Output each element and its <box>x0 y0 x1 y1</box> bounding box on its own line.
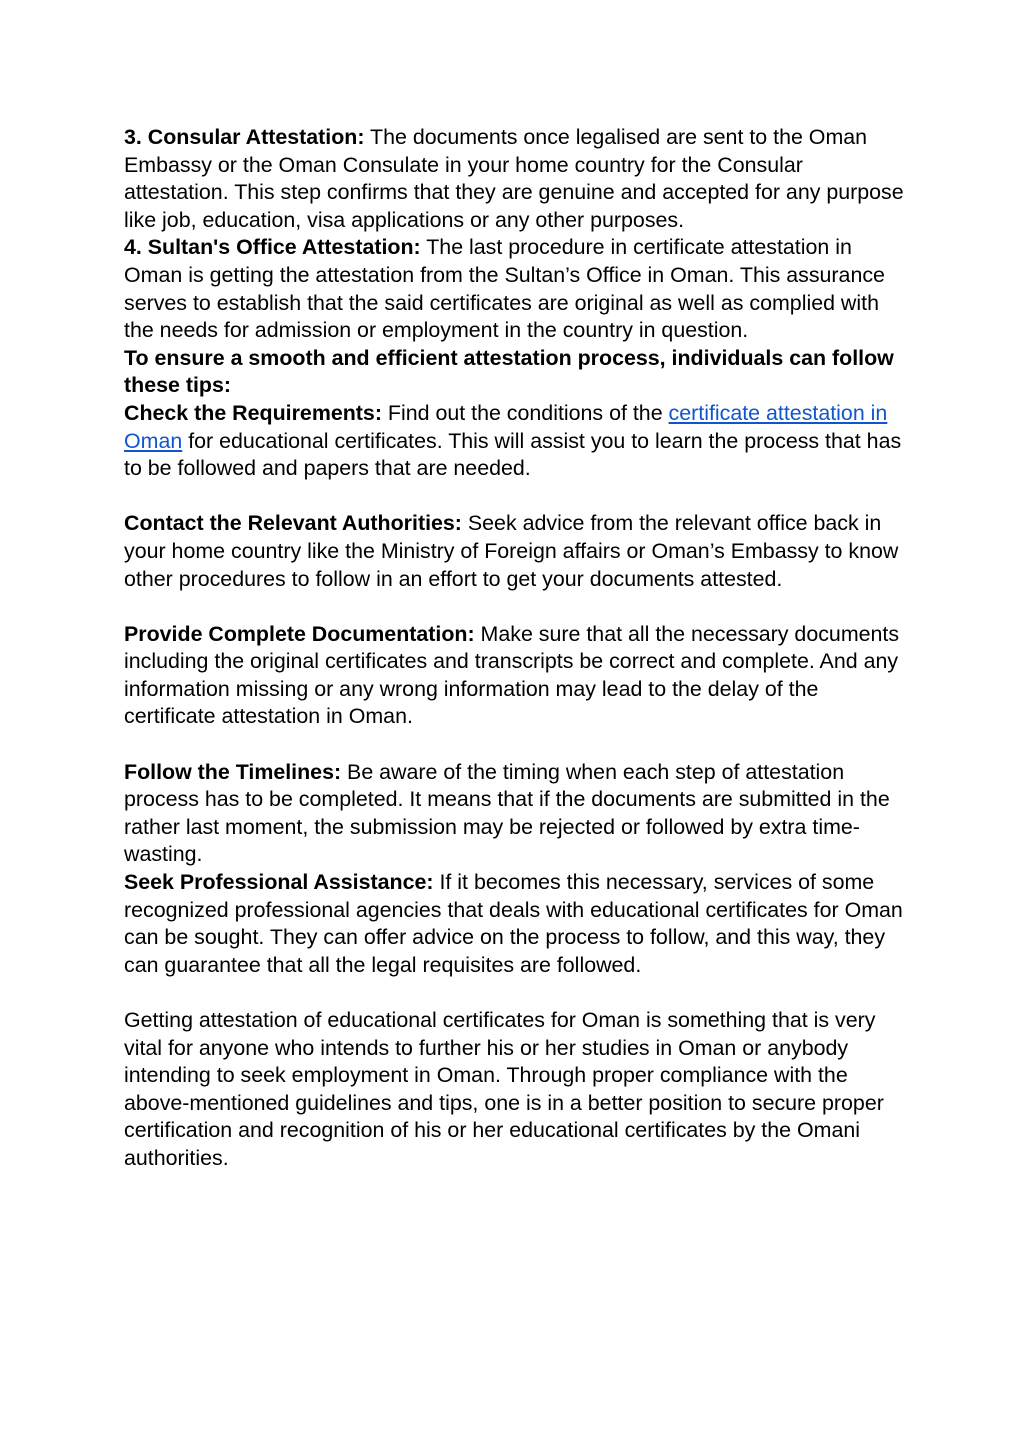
professional-assistance-label: Seek Professional Assistance: <box>124 870 434 895</box>
check-requirements-text-after: for educational certificates. This will assist you to learn the process that has to be followed and papers that are needed. <box>124 428 902 481</box>
check-requirements-text-before: Find out the conditions of the <box>381 400 669 425</box>
tips-heading: To ensure a smooth and efficient attestation process, individuals can follow these tips: <box>124 345 894 398</box>
follow-timelines-paragraph <box>124 759 904 869</box>
complete-documentation-paragraph <box>124 621 904 731</box>
check-requirements-paragraph <box>124 400 904 483</box>
sultan-office-attestation-label: 4. Sultan's Office Attestation: <box>124 235 421 260</box>
paragraph-spacer <box>124 483 904 511</box>
paragraph-spacer <box>124 731 904 759</box>
complete-documentation-label: Provide Complete Documentation: <box>124 621 475 646</box>
consular-attestation-text: The documents once legalised are sent to the Oman Embassy or the Oman Consulate in your home country for the Consular attestation. This step confirms that they are genuine and accepted for any purpose like job, education, visa applications or any other purposes. <box>124 125 904 232</box>
sultan-office-attestation-text: The last procedure in certificate attestation in Oman is getting the attestation from the Sultan’s Office in Oman. This assurance serves to establish that the said certificates are original as well as complied with the needs for admission or employment in the country in question. <box>124 235 885 343</box>
consular-attestation-paragraph <box>124 124 904 234</box>
document-page <box>124 124 904 1173</box>
contact-authorities-text: Seek advice from the relevant office back in your home country like the Ministry of Foreign affairs or Oman’s Embassy to know other procedures to follow in an effort to get your documents attested. <box>124 511 899 591</box>
conclusion-paragraph: Getting attestation of educational certificates for Oman is something that is very vital for anyone who intends to further his or her studies in Oman or anybody intending to seek employment in Oman. Through proper compliance with the above-mentioned guidelines and tips, one is in a better position to secure proper certification and recognition of his or her educational certificates by the Omani authorities. <box>124 1008 884 1170</box>
certificate-attestation-link[interactable]: certificate attestation in Oman <box>124 400 888 453</box>
professional-assistance-paragraph <box>124 869 904 979</box>
contact-authorities-paragraph <box>124 510 904 593</box>
follow-timelines-label: Follow the Timelines: <box>124 759 342 784</box>
follow-timelines-text: Be aware of the timing when each step of attestation process has to be completed. It means that if the documents are submitted in the rather last moment, the submission may be rejected or followed by extra time-wasting. <box>124 759 890 867</box>
paragraph-spacer <box>124 593 904 621</box>
paragraph-spacer <box>124 979 904 1007</box>
sultan-office-attestation-paragraph <box>124 234 904 344</box>
check-requirements-label: Check the Requirements: <box>124 400 382 425</box>
complete-documentation-text: Make sure that all the necessary documents including the original certificates and transcripts be correct and complete. And any information missing or any wrong information may lead to the delay of the certificate attestation in Oman. <box>124 621 900 729</box>
professional-assistance-text: If it becomes this necessary, services of some recognized professional agencies that deals with educational certificates for Oman can be sought. They can offer advice on the process to follow, and this way, they can guarantee that all the legal requisites are followed. <box>124 870 903 977</box>
consular-attestation-label: 3. Consular Attestation: <box>124 125 365 149</box>
contact-authorities-label: Contact the Relevant Authorities: <box>124 511 462 536</box>
